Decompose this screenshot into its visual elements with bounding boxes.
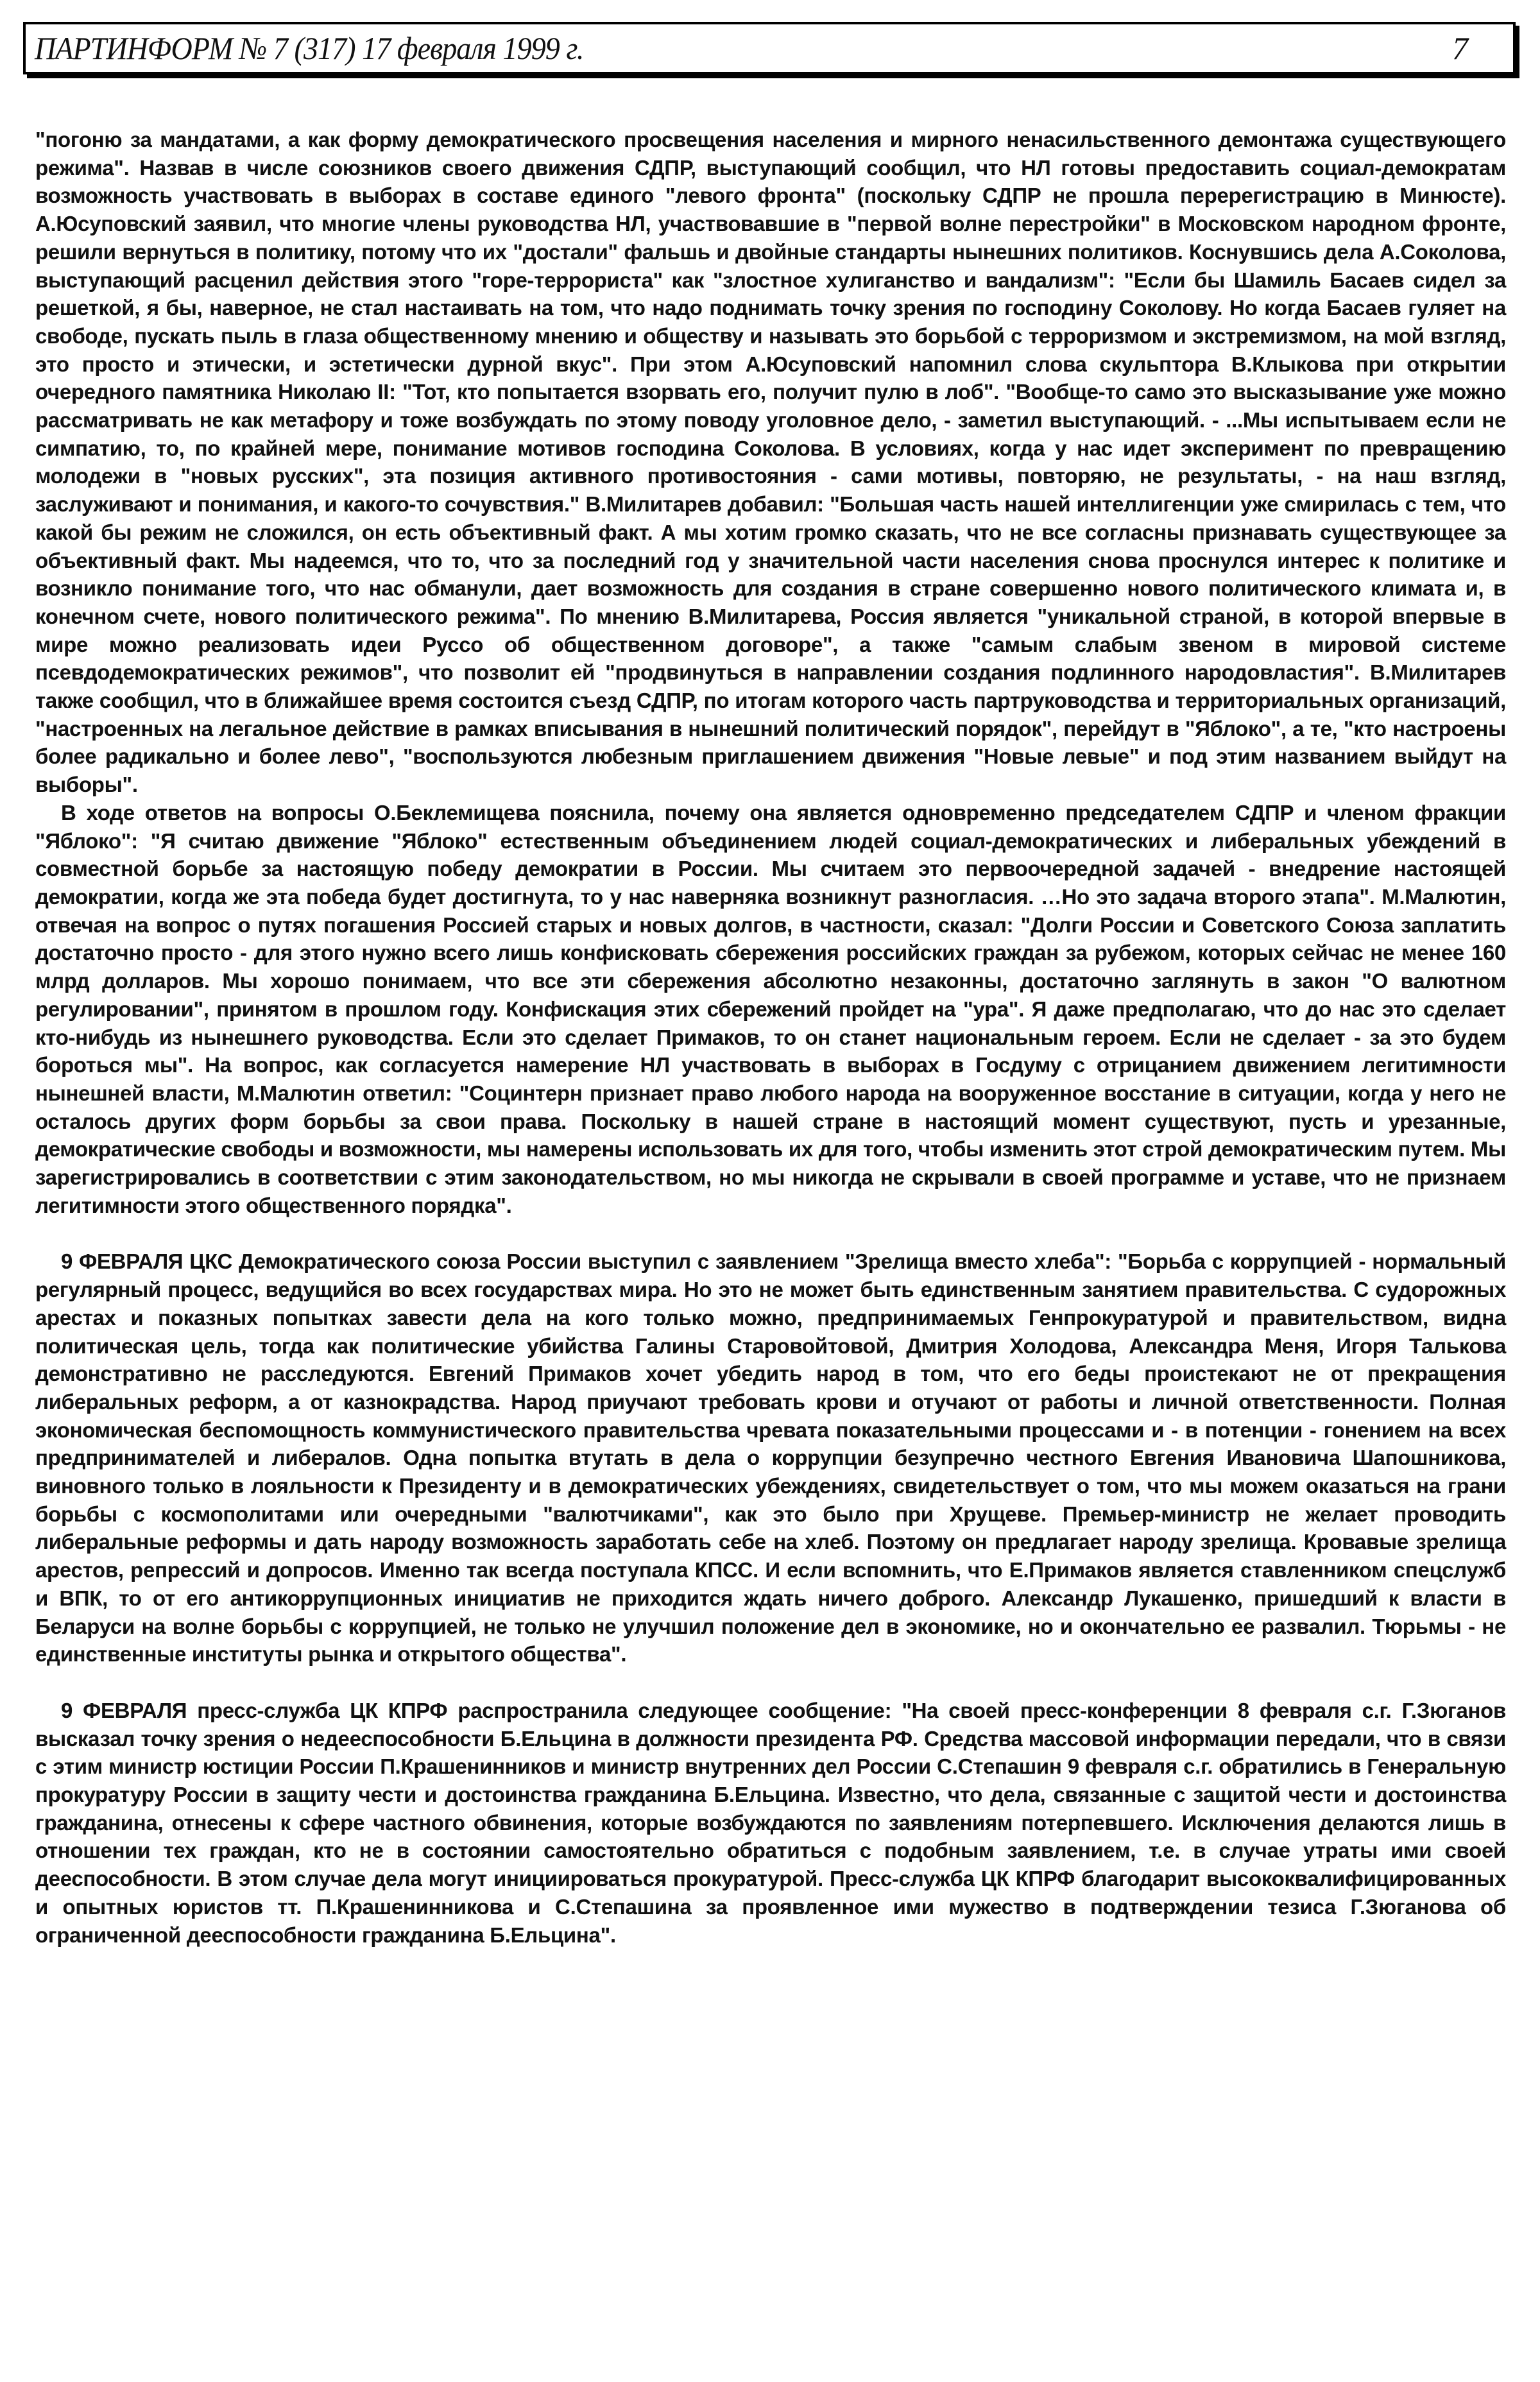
page-header [23, 22, 1516, 74]
paragraph: "погоню за мандатами, а как форму демократического просвещения населения и мирного ненасильственного демонтажа существующего режима". Назвав в числе союзников своего движения СДПР, выступающий сообщил, что НЛ готовы предоставить социал-демократам возможность участвовать в выборах в составе единого "левого фронта" (поскольку СДПР не прошла перерегистрацию в Минюсте). А.Юсуповский заявил, что многие члены руководства НЛ, участвовавшие в "первой волне перестройки" в Московском народном фронте, решили вернуться в политику, потому что их "достали" фальшь и двойные стандарты нынешних политиков. Коснувшись дела А.Соколова, выступающий расценил действия этого "горе-террориста" как "злостное хулиганство и вандализм": "Если бы Шамиль Басаев сидел за решеткой, я бы, наверное, не стал настаивать на том, что надо поднимать точку зрения по господину Соколову. Но когда Басаев гуляет на свободе, пускать пыль в глаза общественному мнению и обществу и называть это борьбой с терроризмом и экстремизмом, на мой взгляд, это просто и этически, и эстетически дурной вкус". При этом А.Юсуповский напомнил слова скульптора В.Клыкова при открытии очередного памятника Николаю II: "Тот, кто попытается взорвать его, получит пулю в лоб". "Вообще-то само это высказывание уже можно рассматривать не как метафору и тоже возбуждать по этому поводу уголовное дело, - заметил выступающий. - ...Мы испытываем если не симпатию, то, по крайней мере, понимание мотивов господина Соколова. В условиях, когда у нас идет эксперимент по превращению молодежи в "новых русских", эта позиция активного противостояния - сами мотивы, повторяю, не результаты, - на наш взгляд, заслуживают и понимания, и какого-то сочувствия." В.Милитарев добавил: "Большая часть нашей интеллигенции уже смирилась с тем, что какой бы режим не сложился, он есть объективный факт. А мы хотим громко сказать, что не все согласны признавать существующее за объективный факт. Мы надеемся, что то, что за последний год у значительной части населения снова проснулся интерес к политике и возникло понимание того, что нас обманули, дает возможность для создания в стране совершенно нового политического климата и, в конечном счете, нового политического режима". По мнению В.Милитарева, Россия является "уникальной страной, в которой впервые в мире можно реализовать идеи Руссо об общественном договоре", а также "самым слабым звеном в мировой системе псевдодемократических режимов", что позволит ей "продвинуться в направлении создания подлинного народовластия". В.Милитарев также сообщил, что в ближайшее время состоится съезд СДПР, по итогам которого часть партруководства и территориальных организаций, "настроенных на легальное действие в рамках вписывания в нынешний политический порядок", перейдут в "Яблоко", а те, "кто настроены более радикально и более лево", "воспользуются любезным приглашением движения "Новые левые" и под этим названием выйдут на выборы". [35, 128, 1506, 797]
article-body [35, 126, 1506, 1949]
paragraph: 9 ФЕВРАЛЯ пресс-служба ЦК КПРФ распространила следующее сообщение: "На своей пресс-конференции 8 февраля с.г. Г.Зюганов высказал точку зрения о недееспособности Б.Ельцина в должности президента РФ. Средства массовой информации передали, что в связи с этим министр юстиции России П.Крашенинников и министр внутренних дел России С.Степашин 9 февраля с.г. обратились в Генеральную прокуратуру России в защиту чести и достоинства гражданина Б.Ельцина. Известно, что дела, связанные с защитой чести и достоинства гражданина, отнесены к сфере частного обвинения, которые возбуждаются по заявлениям потерпевшего. Исключения делаются лишь в отношении тех граждан, кто не в состоянии самостоятельно обратиться с подобным заявлением, т.е. в случае утраты ими своей дееспособности. В этом случае дела могут инициироваться прокуратурой. Пресс-служба ЦК КПРФ благодарит высококвалифицированных и опытных юристов тт. П.Крашенинникова и С.Степашина за проявленное ими мужество в подтверждении тезиса Г.Зюганова об ограниченной дееспособности гражданина Б.Ельцина". [35, 1698, 1506, 1947]
page-number: 7 [1452, 30, 1468, 66]
publication-title: ПАРТИНФОРМ № 7 (317) 17 февраля 1999 г. [35, 30, 584, 66]
paragraph: 9 ФЕВРАЛЯ ЦКС Демократического союза России выступил с заявлением "Зрелища вместо хлеба": "Борьба с коррупцией - нормальный регулярный процесс, ведущийся во всех государствах мира. Но это не может быть единственным занятием правительства. С судорожных арестах и показных попытках завести дела на кого только можно, предпринимаемых Генпрокуратурой и правительством, видна политическая цель, тогда как политические убийства Галины Старовойтовой, Дмитрия Холодова, Александра Меня, Игоря Талькова демонстративно не расследуются. Евгений Примаков хочет убедить народ в том, что его беды проистекают не от прекращения либеральных реформ, а от казнокрадства. Народ приучают требовать крови и отучают от работы и личной ответственности. Полная экономическая беспомощность коммунистического правительства чревата показательными процессами и - в потенции - гонением на всех предпринимателей и либералов. Одна попытка втутать в дела о коррупции безупречно честного Евгения Ивановича Шапошникова, виновного только в лояльности к Президенту и в демократических убеждениях, свидетельствует о том, что мы можем оказаться на грани борьбы с космополитами или очередными "валютчиками", как это было при Хрущеве. Премьер-министр не желает проводить либеральные реформы и дать народу возможность заработать себе на хлеб. Поэтому он предлагает народу зрелища. Кровавые зрелища арестов, репрессий и допросов. Именно так всегда поступала КПСС. И если вспомнить, что Е.Примаков является ставленником спецслужб и ВПК, то от его антикоррупционных инициатив не приходится ждать ничего доброго. Александр Лукашенко, пришедший к власти в Беларуси на волне борьбы с коррупцией, не только не улучшил положение дел в экономике, но и окончательно ее развалил. Тюрьмы - не единственные институты рынка и открытого общества". [35, 1249, 1506, 1667]
paragraph: В ходе ответов на вопросы О.Беклемищева пояснила, почему она является одновременно председателем СДПР и членом фракции "Яблоко": "Я считаю движение "Яблоко" естественным объединением людей социал-демократических и либеральных убеждений в совместной борьбе за настоящую победу демократии в России. Мы считаем это первоочередной задачей - внедрение настоящей демократии, когда же эта победа будет достигнута, то у нас наверняка возникнут разногласия. …Но это задача второго этапа". М.Малютин, отвечая на вопрос о путях погашения Россией старых и новых долгов, в частности, сказал: "Долги России и Советского Союза заплатить достаточно просто - для этого нужно всего лишь конфисковать сбережения российских граждан за рубежом, которых сейчас не менее 160 млрд долларов. Мы хорошо понимаем, что все эти сбережения абсолютно незаконны, достаточно заглянуть в закон "О валютном регулировании", принятом в прошлом году. Конфискация этих сбережений пройдет на "ура". Я даже предполагаю, что до нас это сделает кто-нибудь из нынешнего руководства. Если это сделает Примаков, то он станет национальным героем. Если не сделает - за это будем бороться мы". На вопрос, как согласуется намерение НЛ участвовать в выборах в Госдуму с отрицанием движением легитимности нынешней власти, М.Малютин ответил: "Социнтерн признает право любого народа на вооруженное восстание в ситуации, когда у него не осталось других форм борьбы за свои права. Поскольку в нашей стране в настоящий момент существуют, пусть и урезанные, демократические свободы и возможности, мы намерены использовать их для того, чтобы изменить этот строй демократическим путем. Мы зарегистрировались в соответствии с этим законодательством, но мы никогда не скрывали в своей программе и уставе, что не признаем легитимности этого общественного порядка". [35, 800, 1506, 1217]
